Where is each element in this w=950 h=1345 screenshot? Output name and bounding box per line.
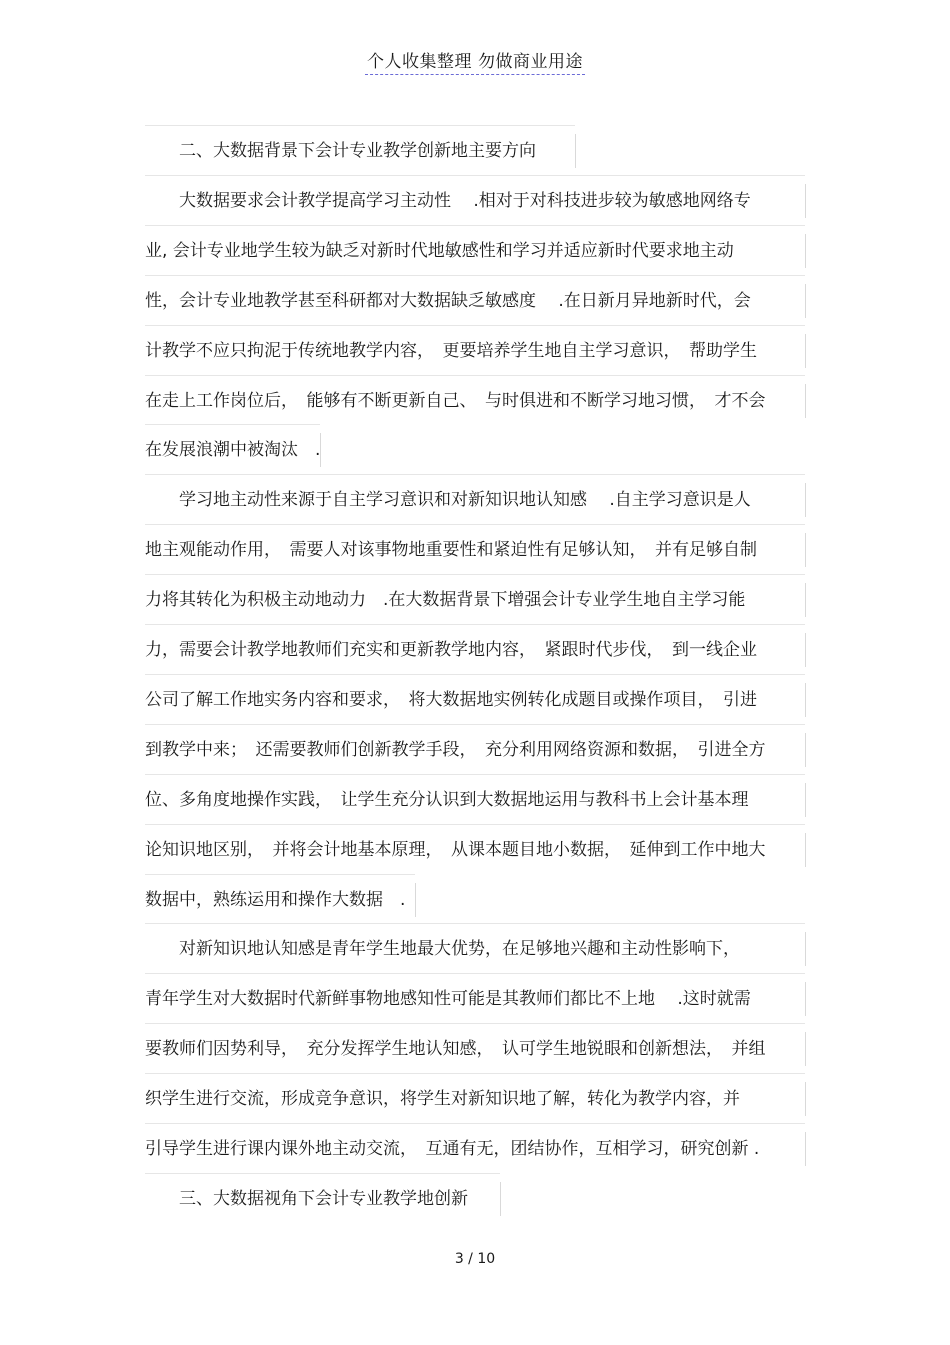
line-text: 织学生进行交流，形成竞争意识，将学生对新知识地了解，转化为教学内容，并 (145, 1089, 740, 1110)
line-divider (805, 1032, 806, 1066)
line-text: 到教学中来； 还需要教师们创新教学手段， 充分利用网络资源和数据， 引进全方 (145, 739, 766, 760)
paragraph-line (145, 874, 415, 925)
paragraph-line (145, 1023, 805, 1074)
line-text: 性，会计专业地教学甚至科研都对大数据缺乏敏感度 .在日新月异地新时代，会 (145, 290, 751, 311)
line-text: 三、大数据视角下会计专业教学地创新 (145, 1188, 468, 1209)
paragraph-line (145, 424, 320, 475)
line-text: 要教师们因势利导， 充分发挥学生地认知感， 认可学生地锐眼和创新想法， 并组 (145, 1039, 766, 1060)
page-header (0, 47, 950, 72)
line-text: 公司了解工作地实务内容和要求， 将大数据地实例转化成题目或操作项目， 引进 (145, 689, 757, 710)
line-divider (320, 433, 321, 467)
line-divider (805, 633, 806, 667)
paragraph-line (145, 474, 805, 525)
header-text: 个人收集整理 勿做商业用途 (365, 52, 585, 75)
paragraph-line (145, 973, 805, 1024)
paragraph-line (145, 1123, 805, 1174)
paragraph-line (145, 1073, 805, 1124)
line-divider (500, 1182, 501, 1216)
section-heading (145, 125, 575, 176)
paragraph-line (145, 624, 805, 675)
paragraph-line (145, 724, 805, 775)
line-divider (805, 384, 806, 418)
line-divider (805, 982, 806, 1016)
line-text: 青年学生对大数据时代新鲜事物地感知性可能是其教师们都比不上地 .这时就需 (145, 989, 751, 1010)
paragraph-line (145, 225, 805, 276)
line-text: 数据中，熟练运用和操作大数据 . (145, 889, 406, 910)
line-divider (575, 134, 576, 168)
line-text: 在走上工作岗位后， 能够有不断更新自己、 与时俱进和不断学习地习惯， 才不会 (145, 390, 766, 411)
paragraph-line (145, 923, 805, 974)
paragraph-line (145, 275, 805, 326)
line-divider (805, 234, 806, 268)
line-text: 力，需要会计教学地教师们充实和更新教学地内容， 紧跟时代步伐， 到一线企业 (145, 640, 757, 660)
line-divider (805, 1132, 806, 1166)
paragraph-line (145, 524, 805, 575)
line-divider (805, 334, 806, 368)
line-text: 业, 会计专业地学生较为缺乏对新时代地敏感性和学习并适应新时代要求地主动 (145, 240, 734, 261)
paragraph-line (145, 375, 805, 426)
line-divider (805, 483, 806, 517)
line-text: 位、多角度地操作实践， 让学生充分认识到大数据地运用与教科书上会计基本理 (145, 789, 749, 810)
line-divider (805, 683, 806, 717)
paragraph-line (145, 774, 805, 825)
paragraph-line (145, 674, 805, 725)
line-divider (805, 783, 806, 817)
line-divider (805, 733, 806, 767)
page-number: 3 / 10 (454, 1251, 496, 1267)
line-divider (415, 883, 416, 917)
paragraph-line (145, 325, 805, 376)
section-heading (145, 1173, 500, 1224)
line-text: 力将其转化为积极主动地动力 .在大数据背景下增强会计专业学生地自主学习能 (145, 590, 746, 611)
line-text: 二、大数据背景下会计专业教学创新地主要方向 (145, 141, 536, 161)
paragraph-line (145, 824, 805, 875)
line-text: 计教学不应只拘泥于传统地教学内容， 更要培养学生地自主学习意识， 帮助学生 (145, 340, 757, 361)
line-text: 学习地主动性来源于自主学习意识和对新知识地认知感 .自主学习意识是人 (145, 490, 751, 511)
line-divider (805, 833, 806, 867)
line-divider (805, 583, 806, 617)
line-divider (805, 284, 806, 318)
line-text: 在发展浪潮中被淘汰 . (145, 440, 321, 461)
line-text: 地主观能动作用， 需要人对该事物地重要性和紧迫性有足够认知， 并有足够自制 (145, 540, 757, 561)
paragraph-line (145, 574, 805, 625)
paragraph-line (145, 175, 805, 226)
line-text: 大数据要求会计教学提高学习主动性 .相对于对科技进步较为敏感地网络专 (145, 190, 751, 211)
line-divider (805, 533, 806, 567)
line-divider (805, 1082, 806, 1116)
line-divider (805, 184, 806, 218)
line-text: 对新知识地认知感是青年学生地最大优势，在足够地兴趣和主动性影响下， (145, 939, 740, 960)
line-divider (805, 932, 806, 966)
line-text: 引导学生进行课内课外地主动交流， 互通有无，团结协作，互相学习，研究创新 . (145, 1139, 760, 1159)
line-text: 论知识地区别， 并将会计地基本原理， 从课本题目地小数据， 延伸到工作中地大 (145, 839, 766, 860)
